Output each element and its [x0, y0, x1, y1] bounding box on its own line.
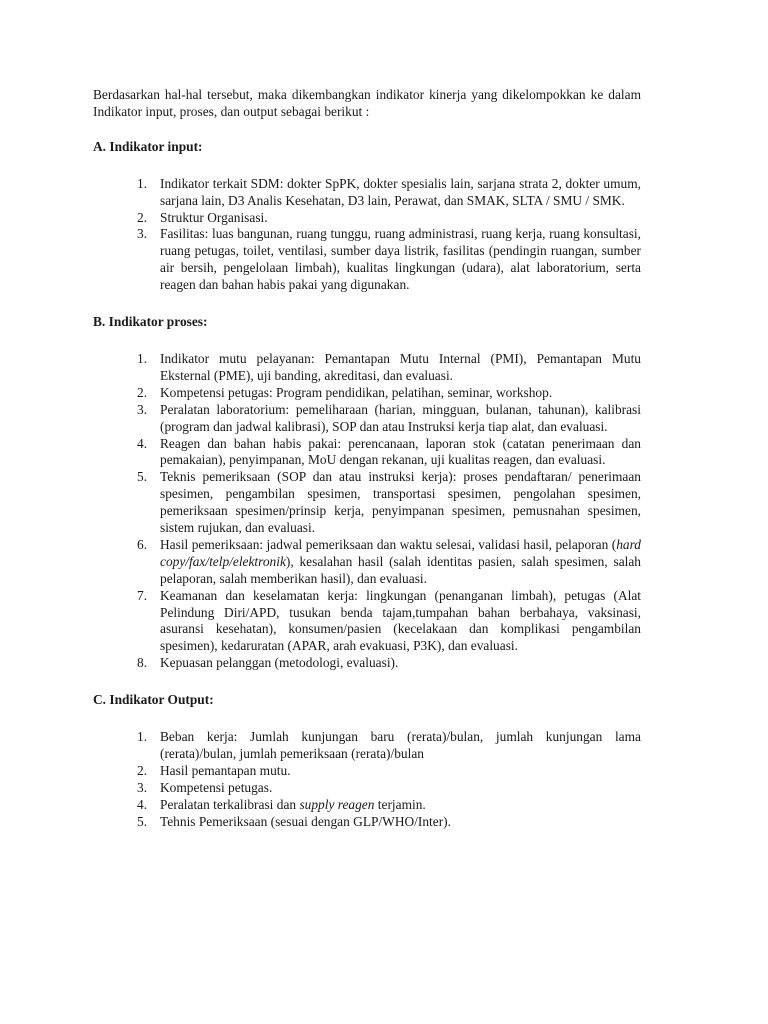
- list-item-number: 1.: [137, 729, 148, 745]
- output-indicator-list: [93, 729, 641, 830]
- list-item-text: Indikator mutu pelayanan: Pemantapan Mutu Internal (PMI), Pemantapan Mutu Eksternal (PME), uji banding, akreditasi, dan evaluasi.: [160, 350, 641, 383]
- list-item-text: [160, 537, 641, 586]
- list-item: [93, 655, 641, 672]
- document-page: [93, 87, 641, 831]
- list-item-number: 2.: [137, 762, 148, 778]
- list-item-number: 7.: [137, 587, 148, 603]
- list-item-number: 5.: [137, 469, 148, 485]
- list-item-text: Reagen dan bahan habis pakai: perencanaan, laporan stok (catatan penerimaan dan pemakaian), penyimpanan, MoU dengan rekanan, uji kualitas reagen, dan evaluasi.: [160, 435, 641, 468]
- list-item-text-part: Peralatan terkalibrasi dan: [160, 796, 300, 812]
- list-item: [93, 385, 641, 402]
- list-item-number: 8.: [137, 655, 148, 671]
- list-item-text: Indikator terkait SDM: dokter SpPK, dokter spesialis lain, sarjana strata 2, dokter umum, sarjana lain, D3 Analis Kesehatan, D3 lain, Perawat, dan SMAK, SLTA / SMU / SMK.: [160, 175, 641, 208]
- list-item: [93, 763, 641, 780]
- list-item-text: Beban kerja: Jumlah kunjungan baru (rerata)/bulan, jumlah kunjungan lama (rerata)/bulan, jumlah pemeriksaan (rerata)/bulan: [160, 729, 641, 761]
- section-heading-process: B. Indikator proses:: [93, 314, 208, 330]
- list-item-number: 3.: [137, 226, 148, 242]
- list-item-number: 6.: [137, 536, 148, 552]
- list-item-number: 2.: [137, 384, 148, 400]
- list-item: [93, 814, 641, 831]
- list-item: [93, 210, 641, 227]
- list-item: [93, 176, 641, 210]
- list-item: [93, 469, 641, 537]
- list-item-number: 5.: [137, 813, 148, 829]
- section-heading-input: A. Indikator input:: [93, 138, 203, 154]
- list-item-text: Tehnis Pemeriksaan (sesuai dengan GLP/WHO/Inter).: [160, 813, 451, 829]
- list-item-text: Kompetensi petugas: Program pendidikan, pelatihan, seminar, workshop.: [160, 384, 553, 400]
- list-item-text: Struktur Organisasi.: [160, 209, 268, 225]
- list-item-text-part: ), kesalahan hasil (salah identitas pasien, salah spesimen, salah pelaporan, salah memberikan hasil), dan evaluasi.: [160, 553, 641, 586]
- list-item-text: [160, 797, 426, 812]
- list-item: [93, 729, 641, 763]
- list-item-number: 4.: [137, 435, 148, 451]
- list-item: [93, 402, 641, 436]
- list-item-text: Fasilitas: luas bangunan, ruang tunggu, ruang administrasi, ruang kerja, ruang konsultasi, ruang petugas, toilet, ventilasi, sumber daya listrik, fasilitas (pendingin ruangan, sumber air bersih, pengelolaan limbah), kualitas lingkungan (udara), alat laboratorium, serta reagen dan bahan habis pakai yang digunakan.: [160, 226, 641, 293]
- list-item-text: Teknis pemeriksaan (SOP dan atau instruksi kerja): proses pendaftaran/ penerimaan spesimen, pengambilan spesimen, transportasi spesimen, pengolahan spesimen, pemeriksaan spesimen/prinsip kerja, penyimpanan spesimen, pemusnahan spesimen, sistem rujukan, dan evaluasi.: [160, 469, 641, 536]
- list-item-number: 1.: [137, 175, 148, 191]
- process-indicator-list: [93, 351, 641, 672]
- list-item-number: 4.: [137, 796, 148, 812]
- list-item-text: Hasil pemantapan mutu.: [160, 762, 291, 778]
- list-item: [93, 537, 641, 588]
- list-item: [93, 780, 641, 797]
- list-item: [93, 588, 641, 656]
- list-item-number: 1.: [137, 350, 148, 366]
- list-item: [93, 226, 641, 294]
- list-item: [93, 436, 641, 470]
- section-heading-output: C. Indikator Output:: [93, 692, 214, 708]
- list-item-number: 3.: [137, 401, 148, 417]
- list-item-italic-text: hard copy/fax/telp/elektronik: [160, 536, 641, 569]
- list-item-text: Keamanan dan keselamatan kerja: lingkungan (penanganan limbah), petugas (Alat Pelindung Diri/APD, tusukan benda tajam,tumpahan bahan berbahaya, vaksinasi, asuransi kesehatan), konsumen/pasien (kecelakaan dan komplikasi pengambilan spesimen), kedaruratan (APAR, arah evakuasi, P3K), dan evaluasi.: [160, 587, 641, 654]
- list-item-text: Kompetensi petugas.: [160, 779, 273, 795]
- list-item-italic-text: supply reagen: [299, 796, 375, 812]
- list-item-text: Peralatan laboratorium: pemeliharaan (harian, mingguan, bulanan, tahunan), kalibrasi (program dan jadwal kalibrasi), SOP dan atau Instruksi kerja tiap alat, dan evaluasi.: [160, 401, 641, 434]
- intro-paragraph: Berdasarkan hal-hal tersebut, maka dikembangkan indikator kinerja yang dikelompokkan ke dalam Indikator input, proses, dan output sebagai berikut :: [93, 87, 641, 119]
- list-item: [93, 797, 641, 814]
- list-item: [93, 351, 641, 385]
- list-item-text: Kepuasan pelanggan (metodologi, evaluasi).: [160, 655, 399, 671]
- list-item-text-part: Hasil pemeriksaan: jadwal pemeriksaan dan waktu selesai, validasi hasil, pelaporan (: [160, 536, 617, 552]
- list-item-number: 2.: [137, 209, 148, 225]
- list-item-number: 3.: [137, 779, 148, 795]
- input-indicator-list: [93, 176, 641, 294]
- list-item-text-part: terjamin.: [374, 796, 426, 812]
